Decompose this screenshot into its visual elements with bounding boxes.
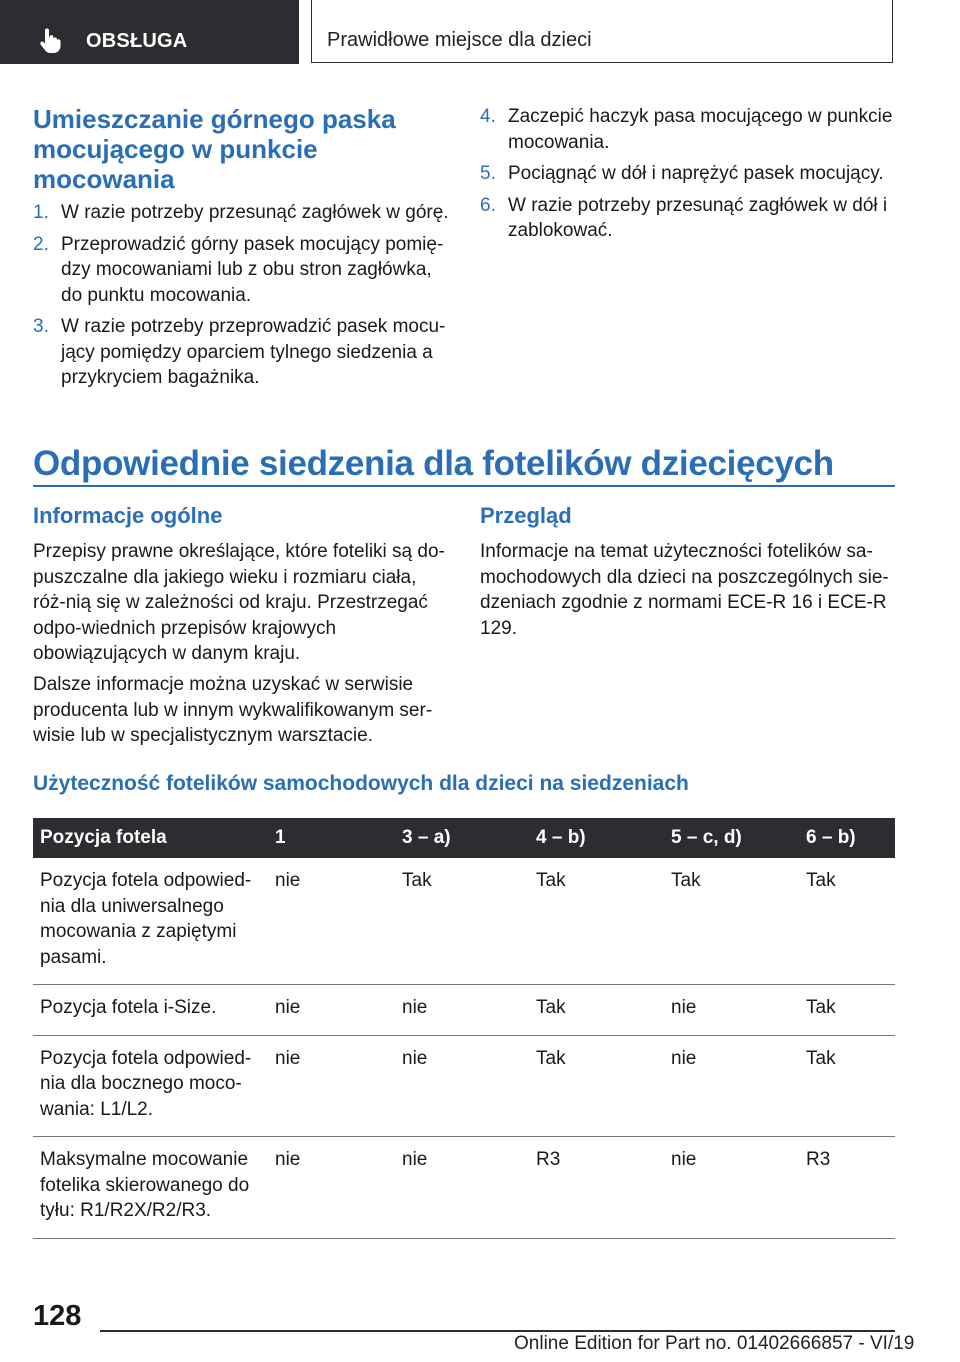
header-section-label: OBSŁUGA xyxy=(86,30,188,52)
table-cell: nie xyxy=(395,1035,529,1137)
step-text: W razie potrzeby przeprowadzić pasek mocu‐jący pomiędzy oparciem tylnego siedzenia a przykryciem bagażnika. xyxy=(61,316,446,388)
step-text: Przeprowadzić górny pasek mocujący pomię‐dzy mocowaniami lub z obu stron zagłówka, do punktu mocowania. xyxy=(61,233,444,306)
table-cell: Tak xyxy=(799,858,895,985)
step-number: 4. xyxy=(480,106,496,127)
list-item xyxy=(480,161,895,187)
table-cell: nie xyxy=(664,985,799,1036)
table-cell: Tak xyxy=(799,1035,895,1137)
step-text: W razie potrzeby przesunąć zagłówek w dół i zablokować. xyxy=(508,194,888,241)
table-row xyxy=(33,1137,895,1239)
header-section-tab xyxy=(0,0,299,64)
table-cell: Pozycja fotela odpowied‐nia dla bocznego moco‐wania: L1/L2. xyxy=(33,1035,268,1137)
hand-pointer-icon xyxy=(36,26,64,54)
list-item xyxy=(33,200,451,226)
step-number: 3. xyxy=(33,316,49,337)
overview-heading: Przegląd xyxy=(480,503,572,528)
table-cell: nie xyxy=(664,1035,799,1137)
step-text: W razie potrzeby przesunąć zagłówek w górę. xyxy=(61,202,449,223)
table-row xyxy=(33,858,895,985)
list-item xyxy=(33,232,451,309)
column-header: Pozycja fotela xyxy=(33,818,268,858)
step-number: 2. xyxy=(33,233,49,255)
column-header: 6 – b) xyxy=(799,818,895,858)
list-item xyxy=(33,314,451,391)
table-cell: nie xyxy=(395,985,529,1036)
list-item xyxy=(480,193,895,244)
general-paragraph-1: Przepisy prawne określające, które foteliki są do‐puszczalne dla jakiego wieku i rozmiaru ciała, róż‐nią się w zależności od kraju. Przestrzegać odpo‐wiednich przepisów krajowych obowiązujących w danym kraju. xyxy=(33,541,445,664)
column-header: 3 – a) xyxy=(395,818,529,858)
top-right-steps xyxy=(480,104,895,250)
table-cell: Tak xyxy=(529,985,664,1036)
step-number: 5. xyxy=(480,163,496,184)
top-left-heading: Umieszczanie górnego paska mocującego w punkcie mocowania xyxy=(33,104,396,194)
general-paragraph-2: Dalsze informacje można uzyskać w serwisie producenta lub w innym wykwalifikowanym ser‐wisie lub w specjalistycznym warsztacie. xyxy=(33,674,433,746)
section-divider xyxy=(33,485,895,487)
step-text: Zaczepić haczyk pasa mocującego w punkcie mocowania. xyxy=(508,106,893,153)
table-cell: nie xyxy=(268,1035,395,1137)
table-cell: Tak xyxy=(529,858,664,985)
table-cell: Tak xyxy=(529,1035,664,1137)
table-cell: nie xyxy=(268,1137,395,1239)
step-text: Pociągnąć w dół i naprężyć pasek mocujący. xyxy=(508,163,884,184)
footer-divider xyxy=(100,1330,895,1332)
top-left-steps xyxy=(33,200,451,397)
table-cell: Tak xyxy=(664,858,799,985)
general-heading: Informacje ogólne xyxy=(33,503,223,528)
column-header: 5 – c, d) xyxy=(664,818,799,858)
section-title: Odpowiednie siedzenia dla fotelików dziecięcych xyxy=(33,444,834,483)
column-header: 1 xyxy=(268,818,395,858)
table-cell: nie xyxy=(268,985,395,1036)
page-number: 128 xyxy=(33,1300,82,1332)
column-header: 4 – b) xyxy=(529,818,664,858)
usage-table xyxy=(33,818,895,1239)
list-item xyxy=(480,104,895,155)
step-number: 1. xyxy=(33,202,49,223)
usage-table-heading: Użyteczność fotelików samochodowych dla dzieci na siedzeniach xyxy=(33,772,689,795)
table-cell: Maksymalne mocowanie fotelika skierowanego do tyłu: R1/R2X/R2/R3. xyxy=(33,1137,268,1239)
table-cell: nie xyxy=(395,1137,529,1239)
table-cell: Tak xyxy=(799,985,895,1036)
header-title: Prawidłowe miejsce dla dzieci xyxy=(327,29,592,51)
table-header-row xyxy=(33,818,895,858)
table-cell: Pozycja fotela i-Size. xyxy=(33,985,268,1036)
table-row xyxy=(33,985,895,1036)
table-cell: Tak xyxy=(395,858,529,985)
table-cell: nie xyxy=(664,1137,799,1239)
step-number: 6. xyxy=(480,194,496,216)
table-cell: R3 xyxy=(529,1137,664,1239)
footer-edition: Online Edition for Part no. 01402666857 - VI/19 xyxy=(514,1333,915,1354)
table-cell: nie xyxy=(268,858,395,985)
table-row xyxy=(33,1035,895,1137)
header-title-box xyxy=(311,0,893,63)
table-cell: R3 xyxy=(799,1137,895,1239)
table-cell: Pozycja fotela odpowied‐nia dla uniwersalnego mocowania z zapiętymi pasami. xyxy=(33,858,268,985)
overview-paragraph: Informacje na temat użyteczności fotelików sa‐mochodowych dla dzieci na poszczególnych sie‐dzeniach zgodnie z normami ECE-R 16 i ECE-R 129. xyxy=(480,541,889,639)
